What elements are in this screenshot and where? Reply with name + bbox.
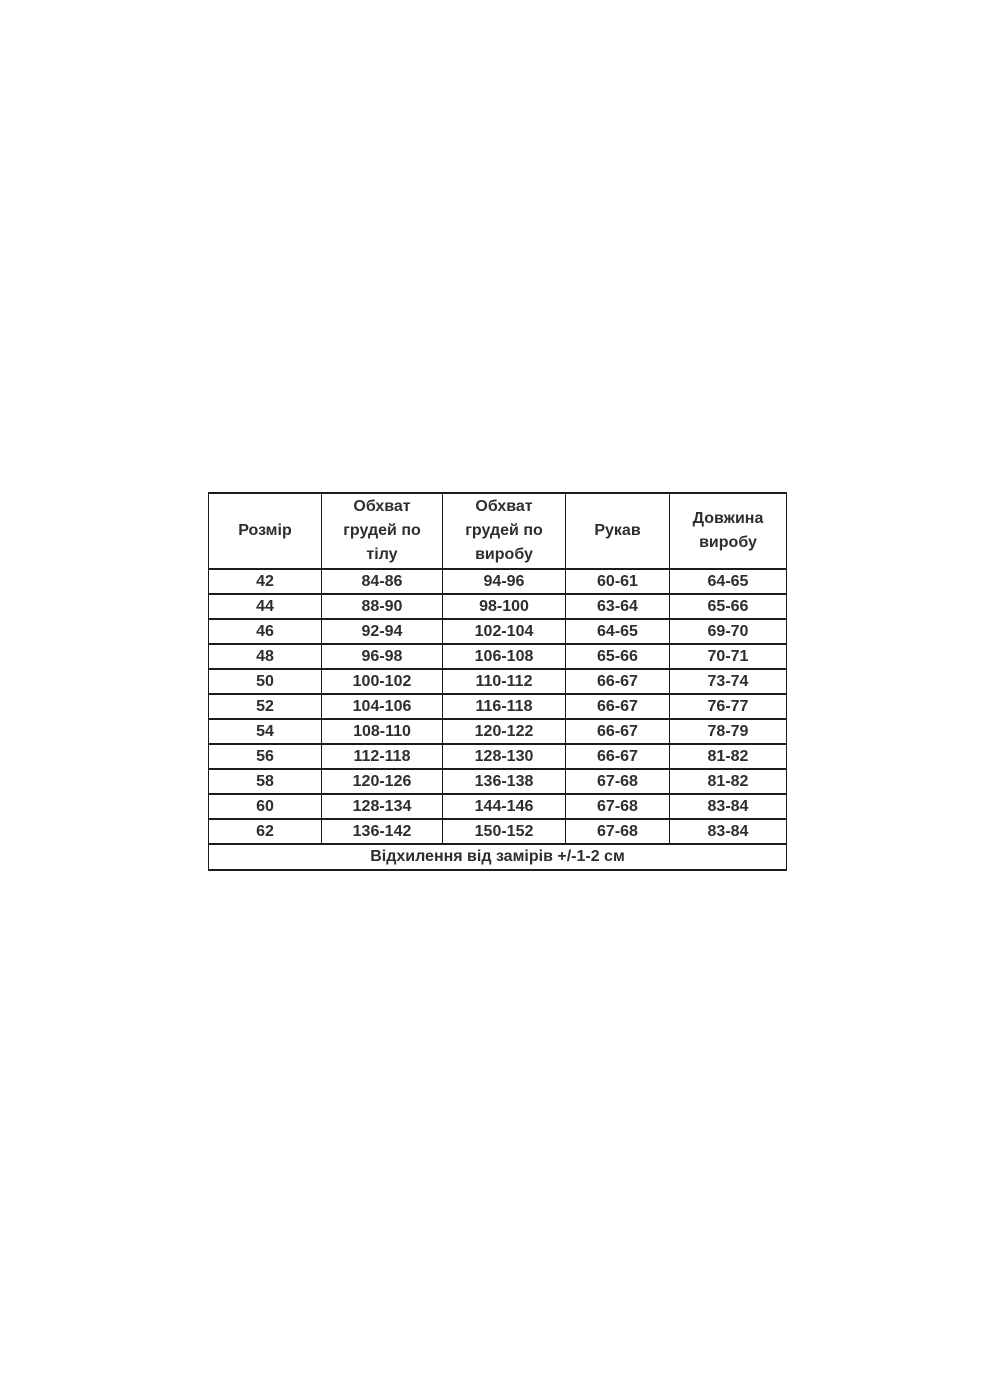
table-row [209,569,787,594]
deviation-note-row [209,844,787,870]
header-cell-sleeve: Рукав [566,493,670,569]
table-cell: 94-96 [443,569,566,594]
size-table-body [209,569,787,844]
table-cell: 136-138 [443,769,566,794]
table-row [209,619,787,644]
table-row [209,594,787,619]
table-row [209,669,787,694]
table-cell: 150-152 [443,819,566,844]
table-cell: 81-82 [670,769,787,794]
table-cell: 67-68 [566,769,670,794]
table-cell: 83-84 [670,794,787,819]
table-cell: 144-146 [443,794,566,819]
table-cell: 110-112 [443,669,566,694]
table-cell: 98-100 [443,594,566,619]
deviation-note: Відхилення від замірів +/-1-2 см [209,844,787,870]
table-cell: 136-142 [322,819,443,844]
table-cell: 54 [209,719,322,744]
table-cell: 120-122 [443,719,566,744]
table-cell: 50 [209,669,322,694]
table-cell: 42 [209,569,322,594]
table-cell: 67-68 [566,794,670,819]
table-row [209,694,787,719]
table-cell: 104-106 [322,694,443,719]
table-cell: 128-134 [322,794,443,819]
table-cell: 64-65 [670,569,787,594]
table-cell: 83-84 [670,819,787,844]
table-cell: 96-98 [322,644,443,669]
table-cell: 84-86 [322,569,443,594]
header-row [209,493,787,569]
table-cell: 73-74 [670,669,787,694]
table-cell: 81-82 [670,744,787,769]
table-cell: 120-126 [322,769,443,794]
header-cell-chest-garment: Обхват грудей по виробу [443,493,566,569]
table-cell: 128-130 [443,744,566,769]
table-cell: 100-102 [322,669,443,694]
table-row [209,719,787,744]
table-cell: 67-68 [566,819,670,844]
table-cell: 65-66 [566,644,670,669]
table-cell: 92-94 [322,619,443,644]
table-cell: 56 [209,744,322,769]
table-row [209,769,787,794]
table-cell: 58 [209,769,322,794]
table-cell: 88-90 [322,594,443,619]
table-cell: 63-64 [566,594,670,619]
table-cell: 44 [209,594,322,619]
size-table-header [209,493,787,569]
table-cell: 116-118 [443,694,566,719]
table-cell: 108-110 [322,719,443,744]
table-cell: 112-118 [322,744,443,769]
table-cell: 60-61 [566,569,670,594]
table-row [209,794,787,819]
header-cell-chest-body: Обхват грудей по тілу [322,493,443,569]
table-cell: 62 [209,819,322,844]
table-cell: 66-67 [566,669,670,694]
table-cell: 60 [209,794,322,819]
table-cell: 64-65 [566,619,670,644]
table-row [209,644,787,669]
table-cell: 78-79 [670,719,787,744]
header-cell-size: Розмір [209,493,322,569]
size-table [208,492,787,871]
table-cell: 48 [209,644,322,669]
size-table-footer [209,844,787,870]
table-cell: 66-67 [566,744,670,769]
table-cell: 70-71 [670,644,787,669]
header-cell-length: Довжина виробу [670,493,787,569]
table-cell: 106-108 [443,644,566,669]
table-cell: 66-67 [566,694,670,719]
table-cell: 69-70 [670,619,787,644]
table-cell: 46 [209,619,322,644]
table-cell: 102-104 [443,619,566,644]
table-row [209,744,787,769]
table-cell: 76-77 [670,694,787,719]
table-row [209,819,787,844]
table-cell: 52 [209,694,322,719]
table-cell: 66-67 [566,719,670,744]
table-cell: 65-66 [670,594,787,619]
